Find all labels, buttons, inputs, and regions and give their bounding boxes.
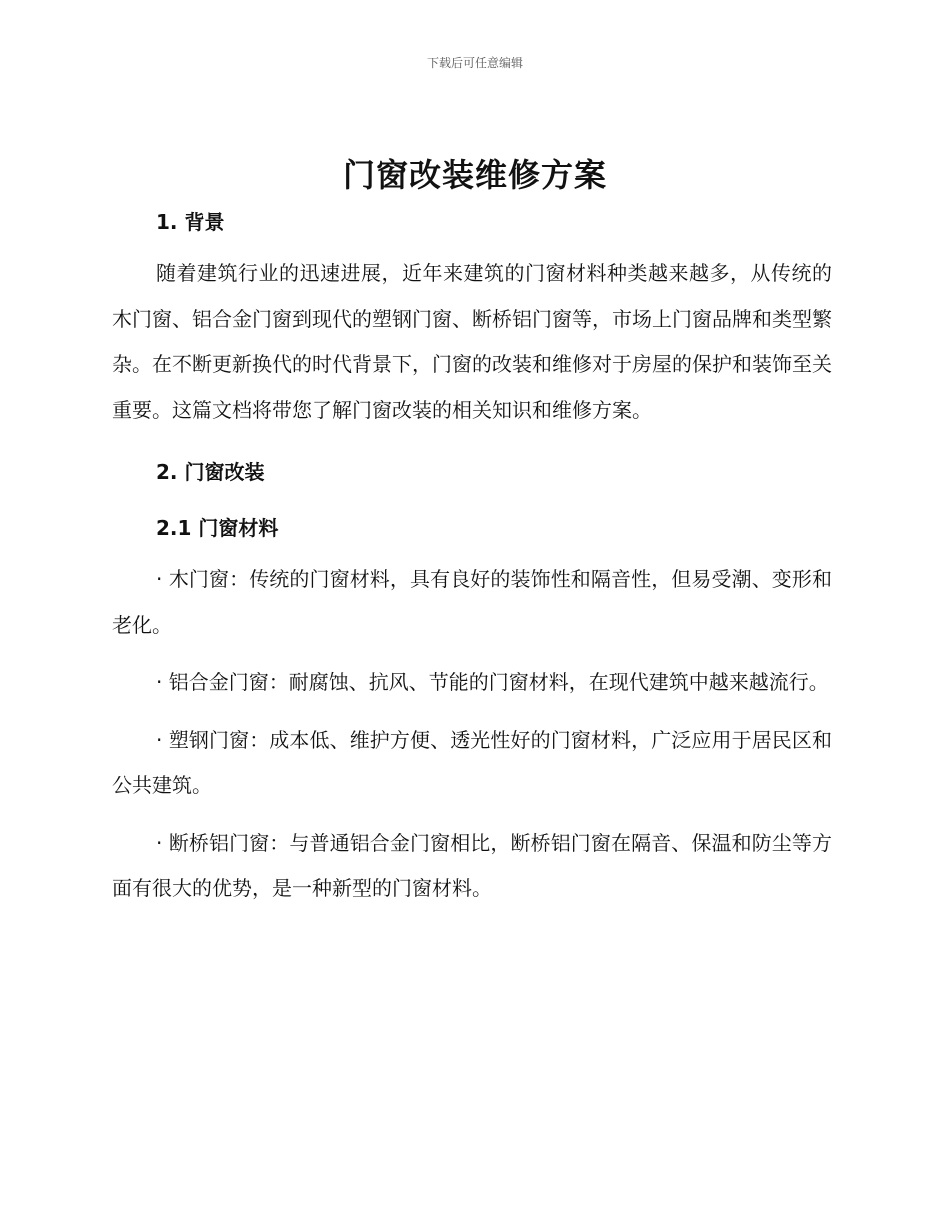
material-item-wood: · 木门窗：传统的门窗材料，具有良好的装饰性和隔音性，但易受潮、变形和老化。 <box>112 567 832 637</box>
document-body <box>112 205 832 912</box>
document-title: 门窗改装维修方案 <box>342 156 607 194</box>
section-heading-renovation: 2. 门窗改装 <box>156 460 265 484</box>
page-header: 下载后可任意编辑 <box>426 56 523 70</box>
background-paragraph: 随着建筑行业的迅速进展，近年来建筑的门窗材料种类越来越多，从传统的木门窗、铝合金门窗到现代的塑钢门窗、断桥铝门窗等，市场上门窗品牌和类型繁杂。在不断更新换代的时代背景下，门窗的改装和维修对于房屋的保护和装饰至关重要。这篇文档将带您了解门窗改装的相关知识和维修方案。 <box>112 261 832 422</box>
material-item-thermal-break-aluminum: · 断桥铝门窗：与普通铝合金门窗相比，断桥铝门窗在隔音、保温和防尘等方面有很大的优势，是一种新型的门窗材料。 <box>112 830 832 900</box>
material-item-aluminum: · 铝合金门窗：耐腐蚀、抗风、节能的门窗材料，在现代建筑中越来越流行。 <box>156 670 829 694</box>
material-item-plastic-steel: · 塑钢门窗：成本低、维护方便、透光性好的门窗材料，广泛应用于居民区和公共建筑。 <box>112 727 832 797</box>
section-heading-background: 1. 背景 <box>156 210 225 234</box>
subsection-heading-materials: 2.1 门窗材料 <box>156 516 279 540</box>
